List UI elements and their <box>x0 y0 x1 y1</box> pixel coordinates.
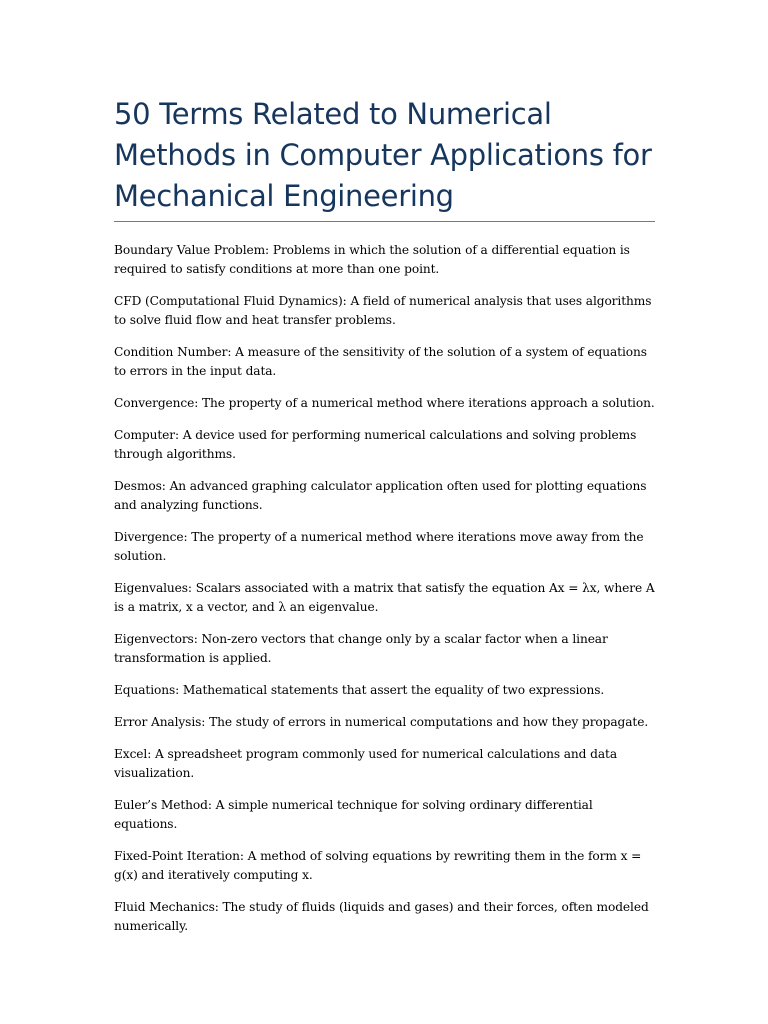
term-divergence: Divergence: The property of a numerical method where iterations move away from the solution. <box>114 530 644 563</box>
term-equations: Equations: Mathematical statements that assert the equality of two expressions. <box>114 683 605 697</box>
term-fixed-point-iteration: Fixed-Point Iteration: A method of solving equations by rewriting them in the form x = g(x) and iteratively computing x. <box>114 849 642 882</box>
term-boundary-value-problem: Boundary Value Problem: Problems in which the solution of a differential equation is required to satisfy conditions at more than one point. <box>114 243 630 276</box>
term-desmos: Desmos: An advanced graphing calculator application often used for plotting equations and analyzing functions. <box>114 479 647 512</box>
term-cfd: CFD (Computational Fluid Dynamics): A field of numerical analysis that uses algorithms to solve fluid flow and heat transfer problems. <box>114 294 652 327</box>
term-excel: Excel: A spreadsheet program commonly used for numerical calculations and data visualization. <box>114 747 617 780</box>
term-fluid-mechanics: Fluid Mechanics: The study of fluids (liquids and gases) and their forces, often modeled numerically. <box>114 900 649 933</box>
terms-list <box>114 241 659 949</box>
term-condition-number: Condition Number: A measure of the sensitivity of the solution of a system of equations to errors in the input data. <box>114 345 647 378</box>
document-title: 50 Terms Related to Numerical Methods in Computer Applications for Mechanical Engineering <box>114 97 652 213</box>
term-eigenvectors: Eigenvectors: Non-zero vectors that change only by a scalar factor when a linear transformation is applied. <box>114 632 608 665</box>
title-divider <box>114 221 655 222</box>
term-error-analysis: Error Analysis: The study of errors in numerical computations and how they propagate. <box>114 715 649 729</box>
term-computer: Computer: A device used for performing numerical calculations and solving problems through algorithms. <box>114 428 637 461</box>
term-eigenvalues: Eigenvalues: Scalars associated with a matrix that satisfy the equation Ax = λx, where A is a matrix, x a vector, and λ an eigenvalue. <box>114 581 655 614</box>
term-convergence: Convergence: The property of a numerical method where iterations approach a solution. <box>114 396 655 410</box>
term-eulers-method: Euler’s Method: A simple numerical technique for solving ordinary differential equations. <box>114 798 593 831</box>
